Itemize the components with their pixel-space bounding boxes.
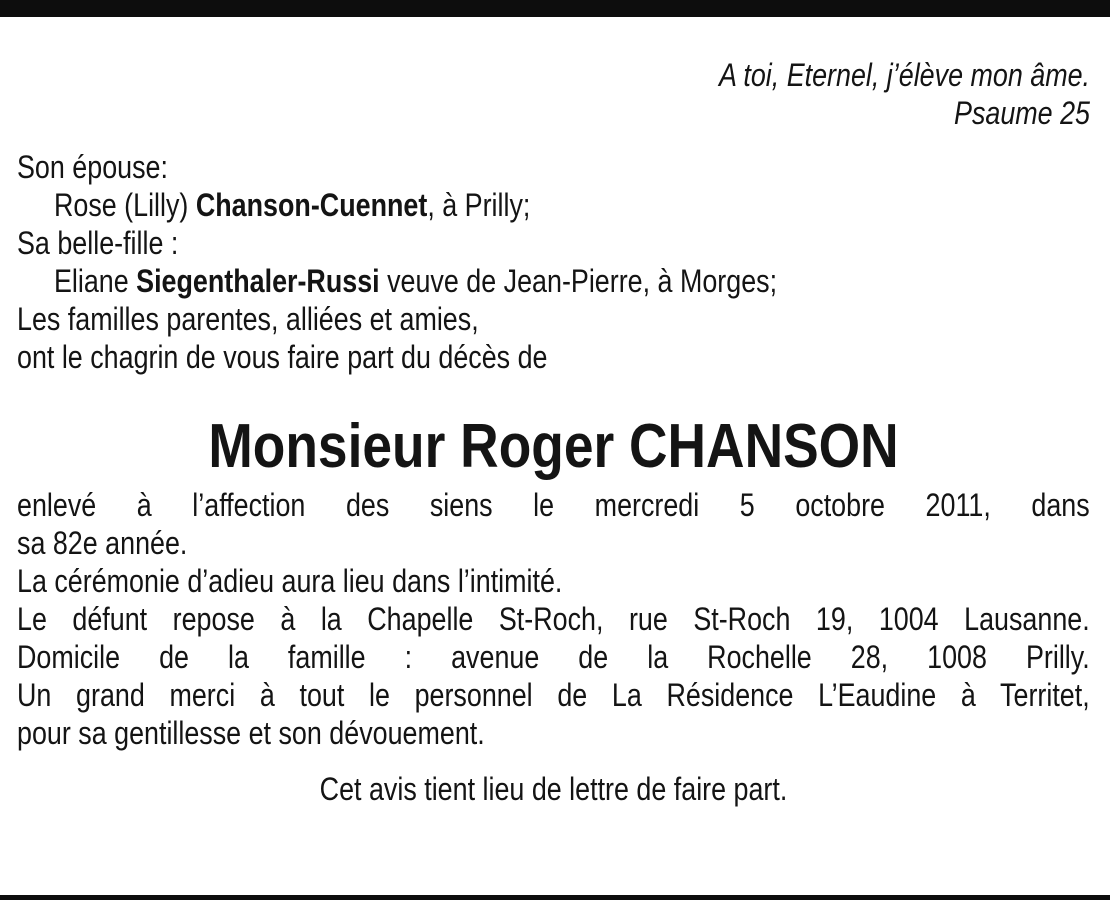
thanks-line-1: Un grand merci à tout le personnel de La Résidence L’Eaudine à Territet, bbox=[17, 677, 1090, 713]
details-line-1: enlevé à l’affection des siens le mercredi 5 octobre 2011, dans bbox=[17, 487, 1090, 523]
spouse-place: , à Prilly; bbox=[427, 187, 531, 223]
daughter-in-law-entry bbox=[17, 262, 918, 300]
daughter-in-law-surname: Siegenthaler-Russi bbox=[136, 263, 380, 299]
spouse-entry bbox=[17, 186, 918, 224]
spouse-label: Son épouse: bbox=[17, 149, 168, 185]
spouse-surname: Chanson-Cuennet bbox=[195, 187, 428, 223]
ceremony-line: La cérémonie d’adieu aura lieu dans l’intimité. bbox=[17, 563, 563, 599]
epigraph-reference: Psaume 25 bbox=[954, 95, 1090, 131]
deceased-name: Monsieur Roger CHANSON bbox=[208, 412, 899, 481]
daughter-in-law-rest: veuve de Jean-Pierre, à Morges; bbox=[379, 263, 778, 299]
bottom-border-rule bbox=[0, 895, 1110, 900]
details-line-2: sa 82e année. bbox=[17, 525, 188, 561]
daughter-in-law-first-name: Eliane bbox=[53, 263, 137, 299]
relatives-line: Les familles parentes, alliées et amies, bbox=[17, 301, 479, 337]
closing-line: Cet avis tient lieu de lettre de faire part. bbox=[319, 771, 788, 807]
epigraph-quote: A toi, Eternel, j’élève mon âme. bbox=[718, 57, 1090, 93]
announcement-line: ont le chagrin de vous faire part du décès de bbox=[17, 339, 548, 375]
thanks-line-2: pour sa gentillesse et son dévouement. bbox=[17, 715, 485, 751]
domicile-line: Domicile de la famille : avenue de la Rochelle 28, 1008 Prilly. bbox=[17, 639, 1090, 675]
top-border-rule bbox=[0, 0, 1110, 17]
daughter-in-law-label: Sa belle-fille : bbox=[17, 225, 179, 261]
obituary-notice bbox=[17, 56, 1090, 808]
rests-at-line: Le défunt repose à la Chapelle St-Roch, rue St-Roch 19, 1004 Lausanne. bbox=[17, 601, 1090, 637]
spouse-first-name: Rose (Lilly) bbox=[53, 187, 196, 223]
